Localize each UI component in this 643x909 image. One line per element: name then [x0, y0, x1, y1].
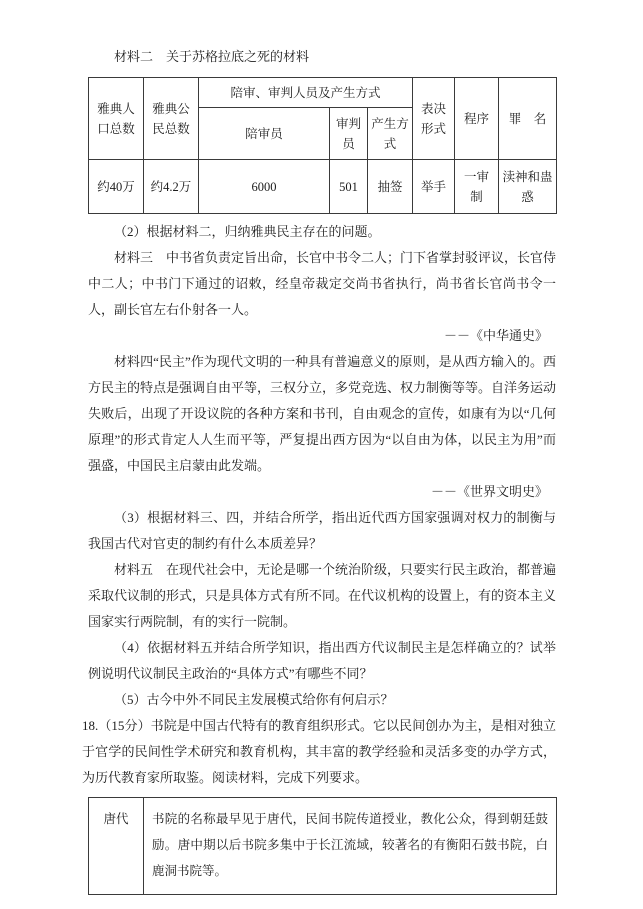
socrates-table [88, 77, 557, 214]
cell-era-tang: 唐代 [89, 798, 144, 895]
question-18: 18.（15分）书院是中国古代特有的教育组织形式。它以民间创办为主，是相对独立于官学的民间性学术研究和教育机构，其丰富的教学经验和灵活多变的办学方式，为历代教育家所取鉴。阅读材料，完成下列要求。 [82, 718, 556, 785]
header-citizens: 雅典公民总数 [144, 78, 199, 160]
header-method: 产生方式 [368, 108, 413, 160]
header-voting: 表决形式 [413, 78, 455, 160]
question-3: （3）根据材料三、四，并结合所学，指出近代西方国家强调对权力的制衡与我国古代对官吏的制约有什么本质差异？ [88, 510, 556, 551]
cell-method: 抽签 [368, 160, 413, 214]
material3-source: －－《中华通史》 [443, 328, 548, 343]
header-jury-group: 陪审、审判人员及产生方式 [199, 78, 413, 108]
question-5: （5）古今中外不同民主发展模式给你有何启示？ [114, 692, 394, 707]
cell-era-tang-description: 书院的名称最早见于唐代，民间书院传道授业，教化公众，得到朝廷鼓励。唐中期以后书院多集中于长江流域，较著名的有衡阳石鼓书院，白鹿洞书院等。 [144, 798, 557, 895]
header-judges: 审判员 [330, 108, 368, 160]
material4-paragraph: 材料四“民主”作为现代文明的一种具有普遍意义的原则，是从西方输入的。西方民主的特点是强调自由平等，三权分立，多党竞选、权力制衡等等。自洋务运动失败后，出现了开设议院的各种方案和书刊，自由观念的宣传，如康有为以“几何原理”的形式肯定人人生而平等，严复提出西方因为“以自由为体，以民主为用”而强盛，中国民主启蒙由此发端。 [88, 354, 557, 473]
cell-citizens: 约4.2万 [144, 160, 199, 214]
material4-source: －－《世界文明史》 [430, 484, 548, 499]
header-population: 雅典人口总数 [89, 78, 144, 160]
material5-paragraph: 材料五 在现代社会中，无论是哪一个统治阶级，只要实行民主政治，都普遍采取代议制的形式，只是具体方式有所不同。在代议机构的设置上，有的资本主义国家实行两院制，有的实行一院制。 [88, 562, 557, 629]
cell-procedure: 一审制 [455, 160, 499, 214]
question-2: （2）根据材料二，归纳雅典民主存在的问题。 [114, 224, 381, 239]
cell-charge: 渎神和蛊惑 [499, 160, 557, 214]
cell-jurors: 6000 [199, 160, 330, 214]
cell-voting: 举手 [413, 160, 455, 214]
cell-population: 约40万 [89, 160, 144, 214]
question-4: （4）依据材料五并结合所学知识，指出西方代议制民主是怎样确立的？试举例说明代议制民主政治的“具体方式”有哪些不同？ [88, 640, 556, 681]
header-charge: 罪 名 [499, 78, 557, 160]
header-jurors: 陪审员 [199, 108, 330, 160]
cell-judges: 501 [330, 160, 368, 214]
header-procedure: 程序 [455, 78, 499, 160]
material2-heading: 材料二 关于苏格拉底之死的材料 [114, 49, 310, 64]
shuyuan-table [88, 797, 557, 895]
material3-paragraph: 材料三 中书省负责定旨出命，长官中书令二人；门下省掌封驳评议，长官侍中二人；中书门下通过的诏敕，经皇帝裁定交尚书省执行，尚书省长官尚书令一人，副长官左右仆射各一人。 [88, 250, 557, 317]
